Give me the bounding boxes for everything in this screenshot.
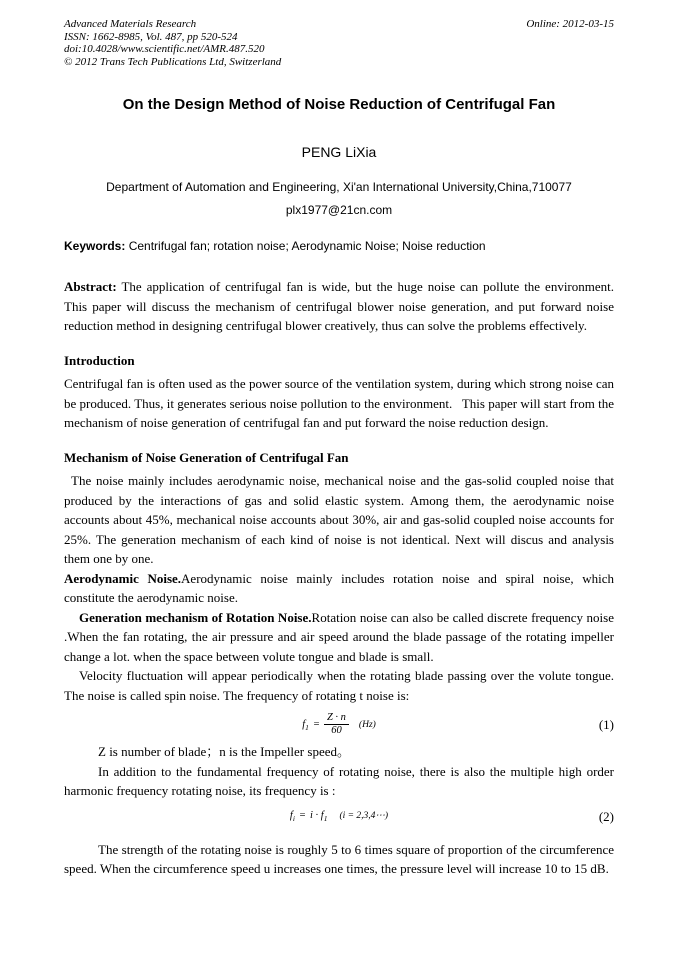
aerodynamic-noise-paragraph xyxy=(64,569,614,608)
abstract-text: The application of centrifugal fan is wide, but the huge noise can pollute the environment. This paper will discuss the mechanism of centrifugal blower noise generation, and put forward noise reduction method in designing centrifugal blower creatively, thus can solve the problems effectively. xyxy=(64,279,614,333)
eq1-equals-sign: = xyxy=(312,718,320,730)
equation-1-expression xyxy=(302,712,376,737)
eq2-variable: f xyxy=(289,810,293,822)
equation-2-number: (2) xyxy=(598,808,614,824)
equation-2 xyxy=(64,808,614,826)
eq1-fraction xyxy=(324,712,349,737)
paper-title: On the Design Method of Noise Reduction of Centrifugal Fan xyxy=(122,96,556,113)
eq1-denominator: 60 xyxy=(331,725,342,737)
keywords-text: Centrifugal fan; rotation noise; Aerodynamic Noise; Noise reduction xyxy=(125,239,486,253)
equation-2-expression xyxy=(290,810,388,823)
journal-name: Advanced Materials Research xyxy=(64,18,197,30)
section-heading-mechanism: Mechanism of Noise Generation of Centrifugal Fan xyxy=(64,449,349,465)
generation-mechanism-text: Rotation noise can also be called discrete frequency noise .When the fan rotating, the air pressure and air speed around the blade passage of the rotating impeller change a lot. when the space between volute tongue and blade is small. xyxy=(64,609,614,664)
eq2-rhs-subscript: 1 xyxy=(323,814,328,824)
equation-1-number: (1) xyxy=(598,716,614,732)
author-affiliation: Department of Automation and Engineering, Xi'an International University,China,710077 xyxy=(106,180,572,194)
mechanism-paragraph: The noise mainly includes aerodynamic noise, mechanical noise and the gas-solid coupled noise that produced by the interactions of gas and solid elastic system. Among them, the aerodynamic noise accounts about 45%, mechanical noise accounts about 30%, air and gas-solid coupled noise accounts for 25%. The generation mechanism of each kind of noise is not identical. Next will discus and analysis them one by one. xyxy=(64,473,614,566)
eq1-numerator: Z · n xyxy=(324,712,349,725)
author-name: PENG LiXia xyxy=(301,144,377,160)
eq1-variable-subscript: 1 xyxy=(305,723,309,733)
generation-mechanism-label: Generation mechanism of Rotation Noise. xyxy=(79,609,312,625)
doi-line: doi:10.4028/www.scientific.net/AMR.487.520 xyxy=(64,43,265,55)
abstract-label: Abstract: xyxy=(64,279,117,294)
eq2-equals-sign: = xyxy=(298,810,306,822)
eq2-variable-subscript: i xyxy=(292,814,295,824)
equation-1 xyxy=(64,712,614,737)
strength-paragraph: The strength of the rotating noise is roughly 5 to 6 times square of proportion of the circumference speed. When the circumference speed u increases one times, the pressure level will increase 10 to 15 dB. xyxy=(64,841,614,877)
section-heading-introduction: Introduction xyxy=(64,352,135,368)
generation-mechanism-paragraph xyxy=(64,608,614,667)
introduction-paragraph: Centrifugal fan is often used as the power source of the ventilation system, during which strong noise can be produced. Thus, it generates serious noise pollution to the environment. This paper will start from the mechanism of noise generation of centrifugal fan and put forward the noise reduction design. xyxy=(64,376,614,430)
publication-header xyxy=(64,18,614,68)
copyright-line: © 2012 Trans Tech Publications Ltd, Switzerland xyxy=(64,55,282,68)
keywords-line xyxy=(64,239,614,253)
keywords-label: Keywords: xyxy=(64,239,126,253)
eq2-rhs: i · f xyxy=(310,810,324,822)
aerodynamic-noise-text: Aerodynamic noise mainly includes rotation noise and spiral noise, which constitute the aerodynamic noise. xyxy=(64,570,614,605)
abstract-paragraph xyxy=(64,277,614,336)
issn-line: ISSN: 1662-8985, Vol. 487, pp 520-524 xyxy=(64,30,238,43)
online-date: Online: 2012-03-15 xyxy=(526,18,614,30)
eq2-condition: (i = 2,3,4⋯) xyxy=(339,811,389,822)
eq1-unit: (Hz) xyxy=(358,719,376,730)
author-email: plx1977@21cn.com xyxy=(285,203,393,217)
harmonic-paragraph: In addition to the fundamental frequency of rotating noise, there is also the multiple high order harmonic frequency rotating noise, its frequency is : xyxy=(64,763,614,799)
eq1-variable: f xyxy=(302,718,306,730)
velocity-paragraph: Velocity fluctuation will appear periodically when the rotating blade passing over the volute tongue. The noise is called spin noise. The frequency of rotating t noise is: xyxy=(64,668,614,703)
publication-header-row xyxy=(64,18,614,31)
aerodynamic-noise-label: Aerodynamic Noise. xyxy=(64,570,182,586)
blade-note: Z is number of blade；n is the Impeller speed。 xyxy=(98,744,350,760)
